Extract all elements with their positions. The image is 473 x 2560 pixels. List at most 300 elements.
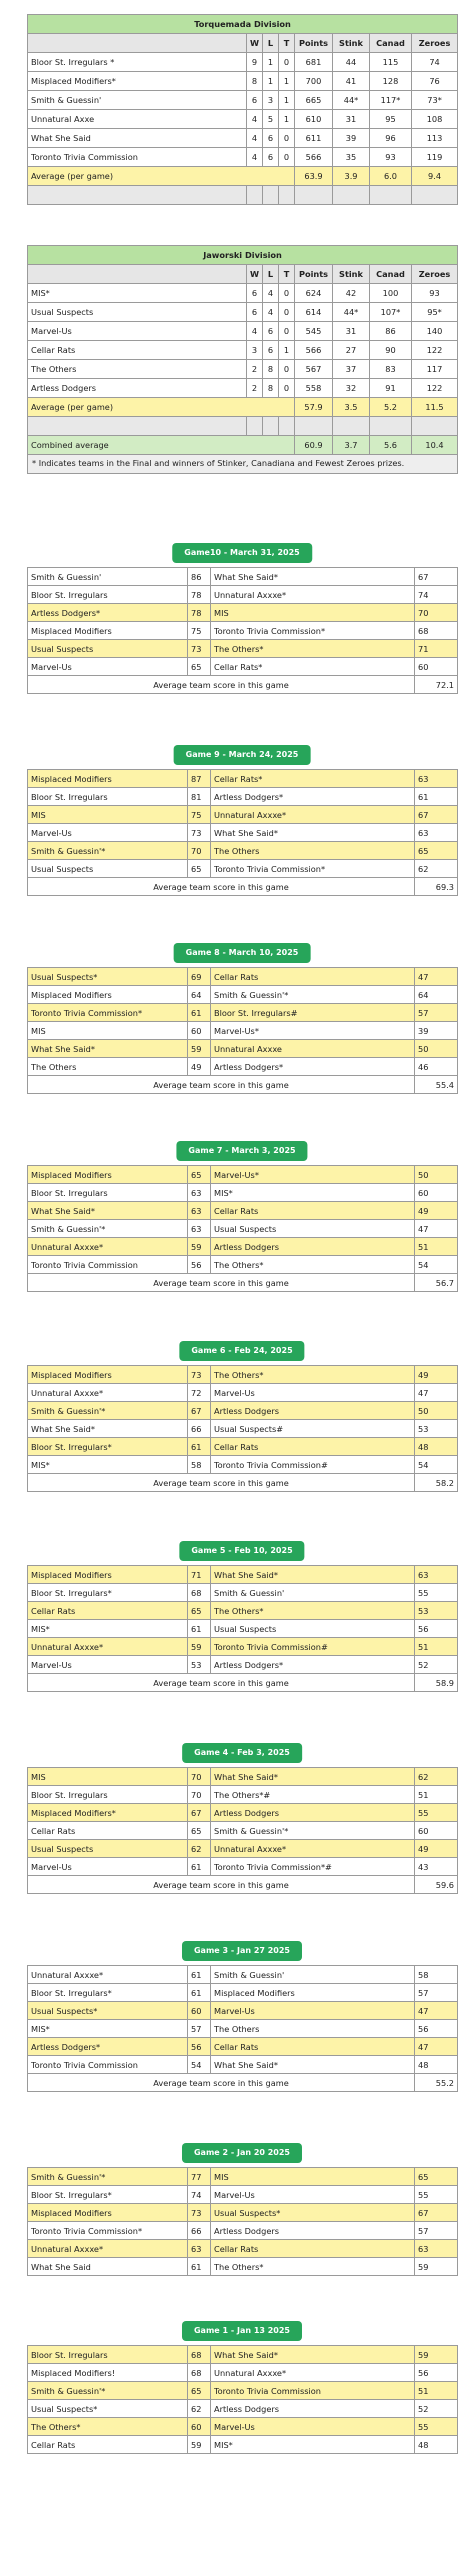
loser-score: 67 [415,568,458,586]
winner-team: Usual Suspects* [28,2002,188,2020]
game-results-table [27,1365,458,1492]
standings-cell-t: 0 [279,148,295,167]
loser-score: 43 [415,1858,458,1876]
loser-score: 63 [415,2240,458,2258]
standings-cell-team: Unnatural Axxe [28,110,247,129]
winner-team: What She Said* [28,1202,188,1220]
winner-team: Smith & Guessin' [28,568,188,586]
standings-cell-team: Toronto Trivia Commission [28,148,247,167]
average-score-value: 55.4 [415,1076,458,1094]
loser-team: Toronto Trivia Commission*# [211,1858,415,1876]
match-row [28,1384,458,1402]
winner-team: Smith & Guessin'* [28,842,188,860]
game-title-badge: Game 7 - March 3, 2025 [176,1141,307,1161]
loser-score: 53 [415,1602,458,1620]
loser-team: Smith & Guessin' [211,1966,415,1984]
game-title-badge: Game 3 - Jan 27 2025 [182,1941,302,1961]
loser-score: 58 [415,1966,458,1984]
winner-team: Bloor St. Irregulars* [28,1984,188,2002]
match-row [28,2346,458,2364]
winner-score: 59 [188,2436,211,2454]
loser-team: The Others* [211,1602,415,1620]
match-row [28,968,458,986]
standings-cell-zeroes: 95* [412,303,458,322]
loser-score: 57 [415,1004,458,1022]
standings-cell-stink: 42 [333,284,370,303]
standings-cell-canad: 96 [370,129,412,148]
spacer-row [28,417,458,436]
standings-row [28,91,458,110]
winner-score: 59 [188,1040,211,1058]
winner-team: The Others [28,1058,188,1076]
average-row [28,398,458,417]
loser-team: Smith & Guessin'* [211,986,415,1004]
standings-cell-t: 0 [279,303,295,322]
standings-cell-stink: 31 [333,322,370,341]
winner-score: 67 [188,1804,211,1822]
loser-team: Artless Dodgers [211,2400,415,2418]
spacer-cell [247,417,263,436]
winner-team: Smith & Guessin'* [28,1220,188,1238]
loser-score: 62 [415,860,458,878]
standings-cell-canad: 83 [370,360,412,379]
match-row [28,1656,458,1674]
winner-score: 65 [188,658,211,676]
winner-score: 78 [188,586,211,604]
winner-score: 70 [188,1768,211,1786]
standings-cell-w: 4 [247,322,263,341]
winner-score: 61 [188,1438,211,1456]
standings-cell-zeroes: 113 [412,129,458,148]
match-row [28,1220,458,1238]
winner-score: 68 [188,2364,211,2382]
winner-team: Misplaced Modifiers* [28,1804,188,1822]
loser-team: The Others* [211,640,415,658]
game-title-badge: Game 8 - March 10, 2025 [174,943,311,963]
loser-score: 59 [415,2258,458,2276]
standings-cell-zeroes: 122 [412,379,458,398]
standings-row [28,284,458,303]
match-row [28,824,458,842]
winner-team: Bloor St. Irregulars [28,788,188,806]
standings-cell-l: 4 [263,284,279,303]
game-results-table [27,1965,458,2092]
winner-team: Unnatural Axxxe* [28,1238,188,1256]
winner-score: 54 [188,2056,211,2074]
division-title: Jaworski Division [28,246,458,265]
match-row [28,1438,458,1456]
column-header: Points [295,265,333,284]
standings-cell-zeroes: 140 [412,322,458,341]
average-score-row [28,676,458,694]
loser-score: 47 [415,1220,458,1238]
standings-cell-l: 8 [263,379,279,398]
match-row [28,2364,458,2382]
loser-team: Toronto Trivia Commission* [211,622,415,640]
winner-team: What She Said* [28,1420,188,1438]
standings-cell-team: Usual Suspects [28,303,247,322]
standings-cell-canad: 115 [370,53,412,72]
loser-team: Artless Dodgers [211,1804,415,1822]
winner-team: Marvel-Us [28,1656,188,1674]
average-score-label: Average team score in this game [28,1474,415,1492]
loser-score: 60 [415,658,458,676]
winner-team: Usual Suspects* [28,968,188,986]
loser-team: Marvel-Us [211,2418,415,2436]
standings-cell-team: What She Said [28,129,247,148]
loser-score: 55 [415,2186,458,2204]
winner-score: 70 [188,1786,211,1804]
loser-score: 68 [415,622,458,640]
average-score-row [28,1274,458,1292]
match-row [28,2056,458,2074]
loser-score: 51 [415,1638,458,1656]
winner-team: Bloor St. Irregulars [28,1184,188,1202]
winner-team: Artless Dodgers* [28,604,188,622]
winner-score: 67 [188,1402,211,1420]
standings-cell-l: 1 [263,72,279,91]
winner-team: Toronto Trivia Commission* [28,1004,188,1022]
loser-score: 48 [415,1438,458,1456]
average-score-value: 55.2 [415,2074,458,2092]
loser-team: The Others*# [211,1786,415,1804]
standings-cell-team: Cellar Rats [28,341,247,360]
winner-score: 61 [188,1004,211,1022]
winner-score: 57 [188,2020,211,2038]
standings-cell-l: 6 [263,341,279,360]
standings-cell-t: 1 [279,91,295,110]
loser-score: 62 [415,1768,458,1786]
standings-cell-l: 1 [263,53,279,72]
game-results-table [27,567,458,694]
match-row [28,788,458,806]
match-row [28,1804,458,1822]
loser-team: Misplaced Modifiers [211,1984,415,2002]
standings-cell-stink: 39 [333,129,370,148]
standings-cell-zeroes: 119 [412,148,458,167]
winner-score: 63 [188,1184,211,1202]
average-zeroes: 9.4 [412,167,458,186]
standings-row [28,379,458,398]
standings-cell-zeroes: 93 [412,284,458,303]
standings-cell-canad: 100 [370,284,412,303]
winner-score: 65 [188,860,211,878]
winner-team: The Others* [28,2418,188,2436]
loser-team: Artless Dodgers [211,1402,415,1420]
average-row [28,167,458,186]
standings-cell-stink: 37 [333,360,370,379]
standings-cell-points: 700 [295,72,333,91]
match-row [28,1786,458,1804]
loser-score: 51 [415,1786,458,1804]
loser-score: 49 [415,1202,458,1220]
loser-score: 59 [415,2346,458,2364]
loser-score: 39 [415,1022,458,1040]
column-header: Stink [333,34,370,53]
match-row [28,658,458,676]
winner-score: 56 [188,1256,211,1274]
standings-cell-t: 0 [279,129,295,148]
game-title-badge: Game10 - March 31, 2025 [172,543,312,563]
combined-average-row [28,436,458,455]
standings-cell-w: 3 [247,341,263,360]
standings-cell-points: 610 [295,110,333,129]
standings-cell-l: 6 [263,322,279,341]
loser-score: 55 [415,2418,458,2436]
average-points: 63.9 [295,167,333,186]
winner-team: Usual Suspects [28,860,188,878]
match-row [28,1840,458,1858]
winner-team: Bloor St. Irregulars* [28,2186,188,2204]
loser-score: 50 [415,1166,458,1184]
winner-team: What She Said [28,2258,188,2276]
column-header: W [247,34,263,53]
average-score-row [28,878,458,896]
standings-cell-team: MIS* [28,284,247,303]
winner-team: Usual Suspects [28,640,188,658]
loser-team: The Others* [211,1366,415,1384]
standings-cell-canad: 93 [370,148,412,167]
loser-score: 48 [415,2436,458,2454]
standings-cell-points: 566 [295,341,333,360]
loser-team: Unnatural Axxxe* [211,2364,415,2382]
winner-team: Smith & Guessin'* [28,2382,188,2400]
match-row [28,842,458,860]
spacer-cell [263,417,279,436]
standings-cell-zeroes: 117 [412,360,458,379]
average-score-value: 59.6 [415,1876,458,1894]
winner-team: Misplaced Modifiers [28,1566,188,1584]
standings-row [28,341,458,360]
loser-score: 47 [415,1384,458,1402]
loser-team: Cellar Rats [211,968,415,986]
game-title-badge: Game 9 - March 24, 2025 [174,745,311,765]
standings-row [28,322,458,341]
loser-team: What She Said* [211,1768,415,1786]
average-stink: 3.9 [333,167,370,186]
average-canad: 6.0 [370,167,412,186]
loser-score: 52 [415,2400,458,2418]
column-header: W [247,265,263,284]
average-score-value: 58.9 [415,1674,458,1692]
average-score-row [28,1876,458,1894]
loser-score: 67 [415,806,458,824]
match-row [28,1584,458,1602]
standings-cell-t: 1 [279,341,295,360]
loser-team: What She Said* [211,2346,415,2364]
game-results-table [27,1767,458,1894]
average-score-value: 58.2 [415,1474,458,1492]
average-canad: 5.2 [370,398,412,417]
standings-cell-team: Bloor St. Irregulars * [28,53,247,72]
column-header: Canad [370,265,412,284]
spacer-cell [263,186,279,205]
combined-stink: 3.7 [333,436,370,455]
loser-team: Usual Suspects [211,1220,415,1238]
winner-team: MIS [28,806,188,824]
loser-team: What She Said* [211,2056,415,2074]
game-results-table [27,967,458,1094]
combined-label: Combined average [28,436,295,455]
winner-score: 60 [188,1022,211,1040]
average-score-row [28,1674,458,1692]
spacer-cell [412,417,458,436]
winner-team: Artless Dodgers* [28,2038,188,2056]
average-label: Average (per game) [28,167,295,186]
loser-team: Unnatural Axxxe* [211,586,415,604]
winner-team: Misplaced Modifiers [28,770,188,788]
loser-score: 54 [415,1256,458,1274]
loser-team: Marvel-Us* [211,1166,415,1184]
match-row [28,1022,458,1040]
standings-cell-t: 1 [279,110,295,129]
winner-team: Misplaced Modifiers [28,986,188,1004]
loser-score: 50 [415,1040,458,1058]
game-results-table [27,2167,458,2276]
loser-team: Marvel-Us [211,2186,415,2204]
game-results-table [27,1165,458,1292]
winner-score: 73 [188,1366,211,1384]
standings-cell-w: 6 [247,303,263,322]
standings-cell-zeroes: 76 [412,72,458,91]
column-header: T [279,34,295,53]
loser-score: 65 [415,2168,458,2186]
winner-score: 65 [188,1166,211,1184]
standings-cell-stink: 44* [333,303,370,322]
loser-score: 50 [415,1402,458,1420]
average-score-value: 72.1 [415,676,458,694]
match-row [28,586,458,604]
torquemada-division-table [27,14,458,205]
loser-team: Cellar Rats [211,1202,415,1220]
loser-score: 63 [415,1566,458,1584]
winner-score: 61 [188,1620,211,1638]
winner-score: 66 [188,1420,211,1438]
standings-cell-w: 8 [247,72,263,91]
match-row [28,770,458,788]
column-header: L [263,34,279,53]
loser-team: What She Said* [211,824,415,842]
standings-row [28,148,458,167]
match-row [28,2400,458,2418]
loser-team: Unnatural Axxxe* [211,1840,415,1858]
loser-score: 51 [415,2382,458,2400]
winner-team: Bloor St. Irregulars* [28,1438,188,1456]
loser-score: 55 [415,1584,458,1602]
match-row [28,1202,458,1220]
standings-cell-t: 0 [279,322,295,341]
standings-cell-stink: 32 [333,379,370,398]
average-score-row [28,1474,458,1492]
loser-score: 65 [415,842,458,860]
winner-team: Unnatural Axxxe* [28,1966,188,1984]
winner-team: Bloor St. Irregulars [28,1786,188,1804]
game-results-table [27,2345,458,2454]
average-score-label: Average team score in this game [28,1674,415,1692]
loser-team: MIS* [211,1184,415,1202]
match-row [28,1166,458,1184]
average-score-row [28,2074,458,2092]
loser-score: 55 [415,1804,458,1822]
match-row [28,1058,458,1076]
standings-cell-team: Marvel-Us [28,322,247,341]
loser-team: Artless Dodgers [211,2222,415,2240]
winner-team: MIS [28,1768,188,1786]
loser-team: Artless Dodgers* [211,1656,415,1674]
winner-score: 63 [188,2240,211,2258]
loser-team: Unnatural Axxxe* [211,806,415,824]
winner-score: 87 [188,770,211,788]
standings-cell-stink: 44 [333,53,370,72]
standings-cell-w: 4 [247,129,263,148]
winner-score: 61 [188,1984,211,2002]
average-points: 57.9 [295,398,333,417]
loser-score: 56 [415,2364,458,2382]
loser-score: 70 [415,604,458,622]
winner-score: 81 [188,788,211,806]
winner-score: 62 [188,2400,211,2418]
winner-score: 86 [188,568,211,586]
winner-team: Cellar Rats [28,1822,188,1840]
spacer-cell [333,186,370,205]
match-row [28,2002,458,2020]
winner-score: 61 [188,1966,211,1984]
standings-cell-stink: 44* [333,91,370,110]
standings-cell-zeroes: 74 [412,53,458,72]
loser-score: 74 [415,586,458,604]
standings-cell-canad: 91 [370,379,412,398]
winner-team: Unnatural Axxxe* [28,1384,188,1402]
winner-score: 73 [188,2204,211,2222]
standings-cell-points: 665 [295,91,333,110]
standings-cell-stink: 35 [333,148,370,167]
loser-team: MIS [211,2168,415,2186]
match-row [28,2258,458,2276]
spacer-cell [333,417,370,436]
standings-cell-t: 0 [279,379,295,398]
loser-score: 61 [415,788,458,806]
loser-team: Cellar Rats [211,2240,415,2258]
winner-team: Toronto Trivia Commission [28,2056,188,2074]
winner-team: Unnatural Axxxe* [28,1638,188,1656]
standings-row [28,360,458,379]
match-row [28,640,458,658]
loser-score: 48 [415,2056,458,2074]
standings-cell-w: 9 [247,53,263,72]
loser-score: 57 [415,2222,458,2240]
loser-team: Toronto Trivia Commission [211,2382,415,2400]
winner-score: 61 [188,2258,211,2276]
loser-team: MIS [211,604,415,622]
standings-row [28,110,458,129]
column-header: Zeroes [412,265,458,284]
winner-team: MIS [28,1022,188,1040]
standings-cell-w: 6 [247,91,263,110]
winner-team: Usual Suspects [28,1840,188,1858]
game-title-badge: Game 2 - Jan 20 2025 [182,2143,302,2163]
loser-team: The Others* [211,2258,415,2276]
game-title-badge: Game 5 - Feb 10, 2025 [179,1541,304,1561]
standings-cell-points: 545 [295,322,333,341]
loser-team: Cellar Rats* [211,770,415,788]
average-score-label: Average team score in this game [28,1076,415,1094]
loser-score: 60 [415,1822,458,1840]
standings-row [28,53,458,72]
average-score-value: 56.7 [415,1274,458,1292]
standings-cell-points: 567 [295,360,333,379]
winner-team: Smith & Guessin'* [28,2168,188,2186]
winner-score: 68 [188,1584,211,1602]
